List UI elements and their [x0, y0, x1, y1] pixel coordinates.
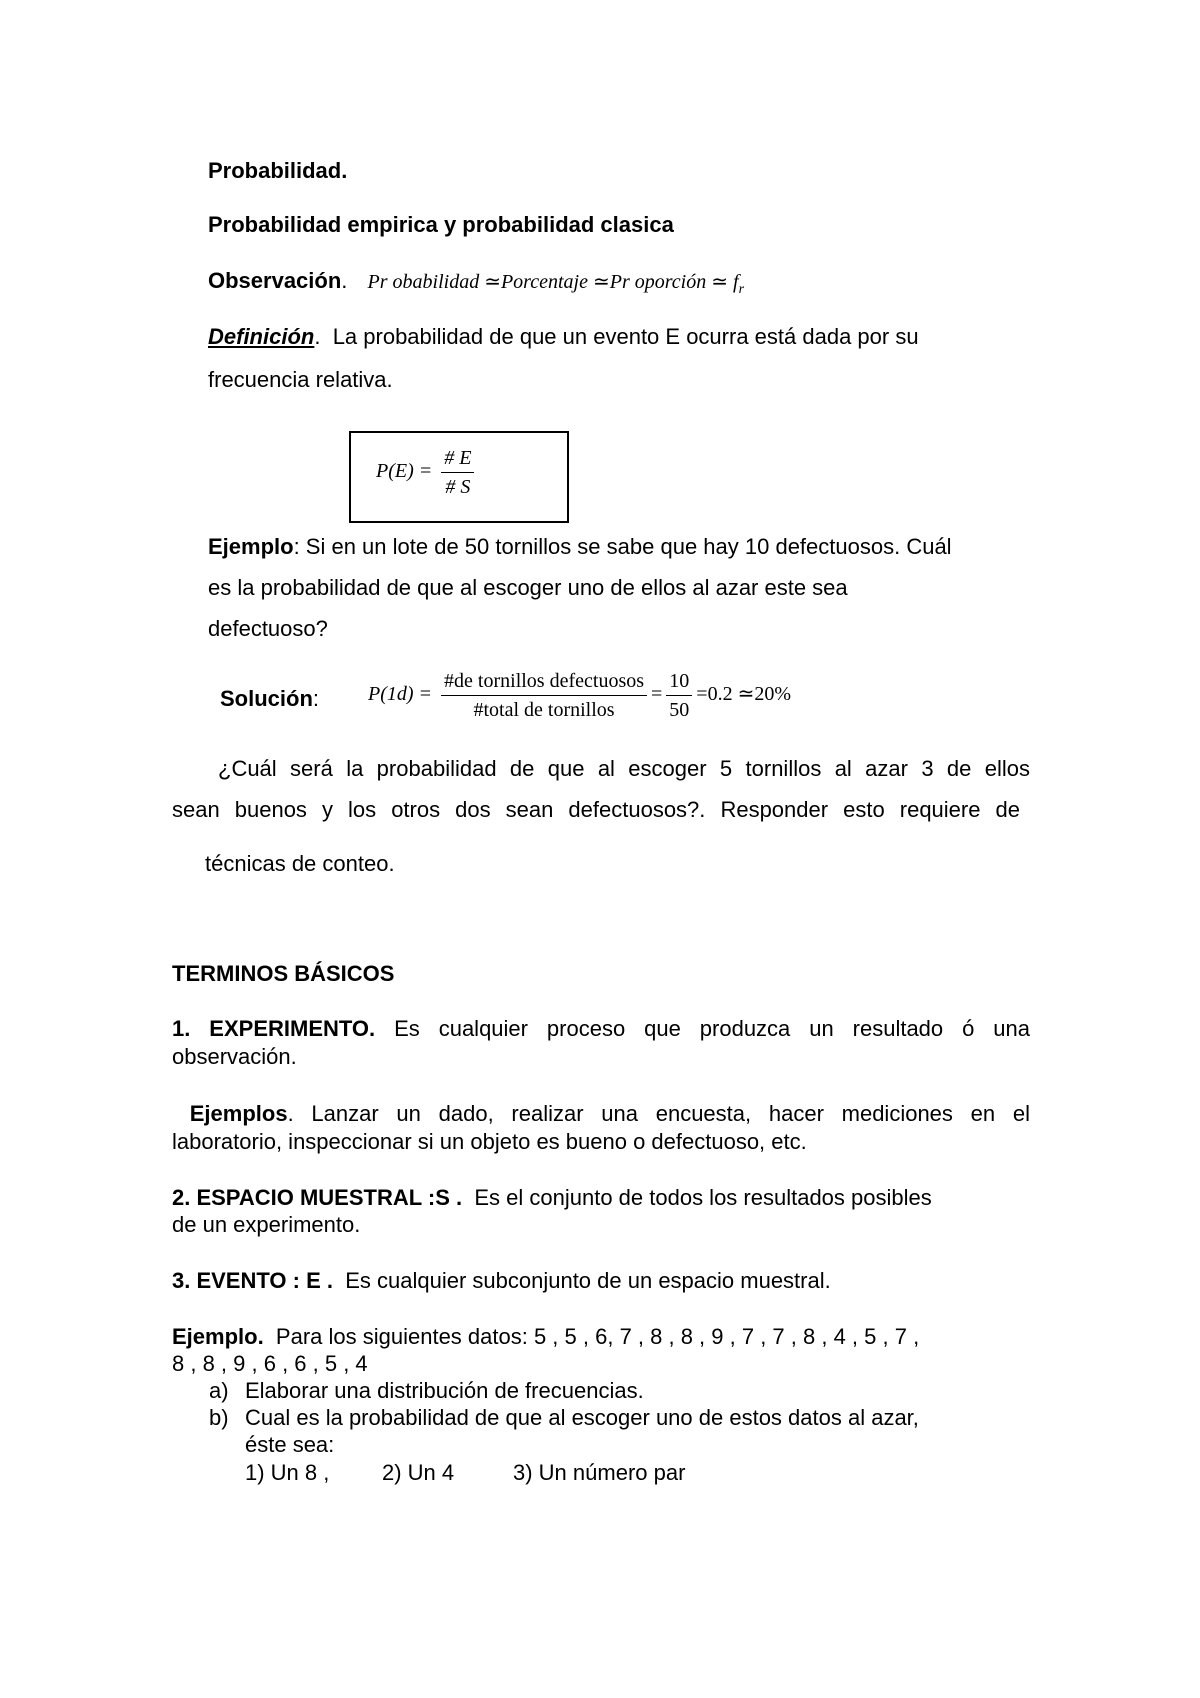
experimento-text: Es cualquier proceso que produzca un resultado ó una: [394, 1016, 1030, 1041]
ejemplos-label: Ejemplos: [189, 1101, 288, 1126]
solucion-result: =0.2 ≃20%: [696, 683, 791, 706]
solucion-denominator-1: #total de tornillos: [473, 699, 615, 721]
solucion-label-line: Solución:: [220, 686, 320, 711]
solucion-denominator-2: 50: [669, 699, 690, 721]
terminos-title: TERMINOS BÁSICOS: [172, 961, 395, 986]
formula-box-content: [376, 445, 478, 500]
experimento-line-1: [172, 1016, 1030, 1042]
sub-item-2: 2) Un 4: [382, 1460, 455, 1485]
espacio-line-1: [172, 1185, 932, 1211]
approx-symbol: ≃: [484, 271, 501, 293]
formula-term-porcentaje: Porcentaje: [500, 271, 588, 293]
section-subtitle: Probabilidad empirica y probabilidad clasica: [208, 212, 674, 237]
ejemplo2-line-2: 8 , 8 , 9 , 6 , 6 , 5 , 4: [172, 1351, 368, 1376]
list-marker-a: a): [209, 1378, 229, 1403]
evento-line: [172, 1268, 831, 1294]
espacio-text: Es el conjunto de todos los resultados posibles: [474, 1185, 932, 1210]
solucion-fraction-1: [441, 668, 647, 723]
solucion-label: Solución: [220, 686, 313, 711]
formula-term-proporcion: Pr oporción: [609, 271, 707, 293]
observacion-label: Observación: [208, 268, 342, 293]
list-item-b-continuation: éste sea:: [245, 1432, 335, 1457]
sub-item-3: 3) Un número par: [513, 1460, 686, 1485]
formula-term-f: f: [733, 271, 739, 293]
formula-term-probabilidad: Pr obabilidad: [367, 271, 480, 293]
solucion-numerator-1: #de tornillos defectuosos: [441, 668, 647, 696]
approx-symbol: ≃: [592, 271, 610, 293]
formula-lhs: P(E) =: [376, 460, 433, 483]
evento-label: 3. EVENTO : E .: [172, 1268, 333, 1293]
definicion-line-2: frecuencia relativa.: [208, 367, 393, 392]
espacio-label: 2. ESPACIO MUESTRAL :S .: [172, 1185, 463, 1210]
ejemplo2-line-1: [172, 1324, 919, 1350]
formula-fraction: [441, 445, 474, 500]
formula-subscript-r: r: [738, 282, 745, 297]
page-title: Probabilidad.: [208, 158, 348, 183]
observacion-formula: [367, 271, 745, 297]
pregunta-line-2: sean buenos y los otros dos sean defectuosos?. Responder esto requiere de: [172, 797, 1020, 822]
solucion-lhs: P(1d) =: [368, 683, 433, 706]
sub-item-1: 1) Un 8 ,: [245, 1460, 330, 1485]
ejemplos-line-2: laboratorio, inspeccionar si un objeto es bueno o defectuoso, etc.: [172, 1129, 807, 1154]
evento-text: Es cualquier subconjunto de un espacio muestral.: [345, 1268, 831, 1293]
pregunta-line-1: ¿Cuál será la probabilidad de que al escoger 5 tornillos al azar 3 de ellos: [218, 756, 1030, 781]
definicion-line-1: Definición. La probabilidad de que un evento E ocurra está dada por su: [208, 324, 919, 349]
solucion-formula: [368, 668, 791, 723]
definicion-text: La probabilidad de que un evento E ocurra está dada por su: [332, 324, 919, 349]
solucion-equals: =: [651, 683, 663, 706]
pregunta-line-3: técnicas de conteo.: [205, 851, 395, 876]
ejemplo1-label: Ejemplo: [208, 534, 294, 559]
experimento-label: 1. EXPERIMENTO.: [172, 1016, 376, 1041]
ejemplo1-line-1: [208, 534, 952, 560]
solucion-numerator-2: 10: [666, 668, 692, 696]
list-marker-b: b): [209, 1405, 229, 1430]
formula-denominator: # S: [445, 476, 471, 498]
ejemplo1-line-3: defectuoso?: [208, 616, 328, 641]
formula-numerator: # E: [441, 445, 474, 473]
experimento-line-2: observación.: [172, 1044, 297, 1069]
ejemplo1-text: : Si en un lote de 50 tornillos se sabe que hay 10 defectuosos. Cuál: [293, 534, 952, 559]
solucion-fraction-2: [666, 668, 692, 723]
definicion-label: Definición: [208, 324, 315, 349]
espacio-line-2: de un experimento.: [172, 1212, 361, 1237]
ejemplo2-text: Para los siguientes datos: 5 , 5 , 6, 7 , 8 , 8 , 9 , 7 , 7 , 8 , 4 , 5 , 7 ,: [275, 1324, 920, 1349]
ejemplos-text: . Lanzar un dado, realizar una encuesta, hacer mediciones en el: [287, 1101, 1030, 1126]
list-item-b: Cual es la probabilidad de que al escoger uno de estos datos al azar,: [245, 1405, 919, 1430]
observacion-line: Observación. Pr obabilidad ≃Porcentaje ≃Pr oporción ≃ $f_r$: [208, 268, 745, 297]
list-item-a: Elaborar una distribución de frecuencias.: [245, 1378, 644, 1403]
ejemplo1-line-2: es la probabilidad de que al escoger uno de ellos al azar este sea: [208, 575, 848, 600]
ejemplo2-label: Ejemplo.: [172, 1324, 264, 1349]
approx-symbol: ≃: [711, 271, 728, 293]
ejemplos-line-1: [172, 1101, 1030, 1127]
